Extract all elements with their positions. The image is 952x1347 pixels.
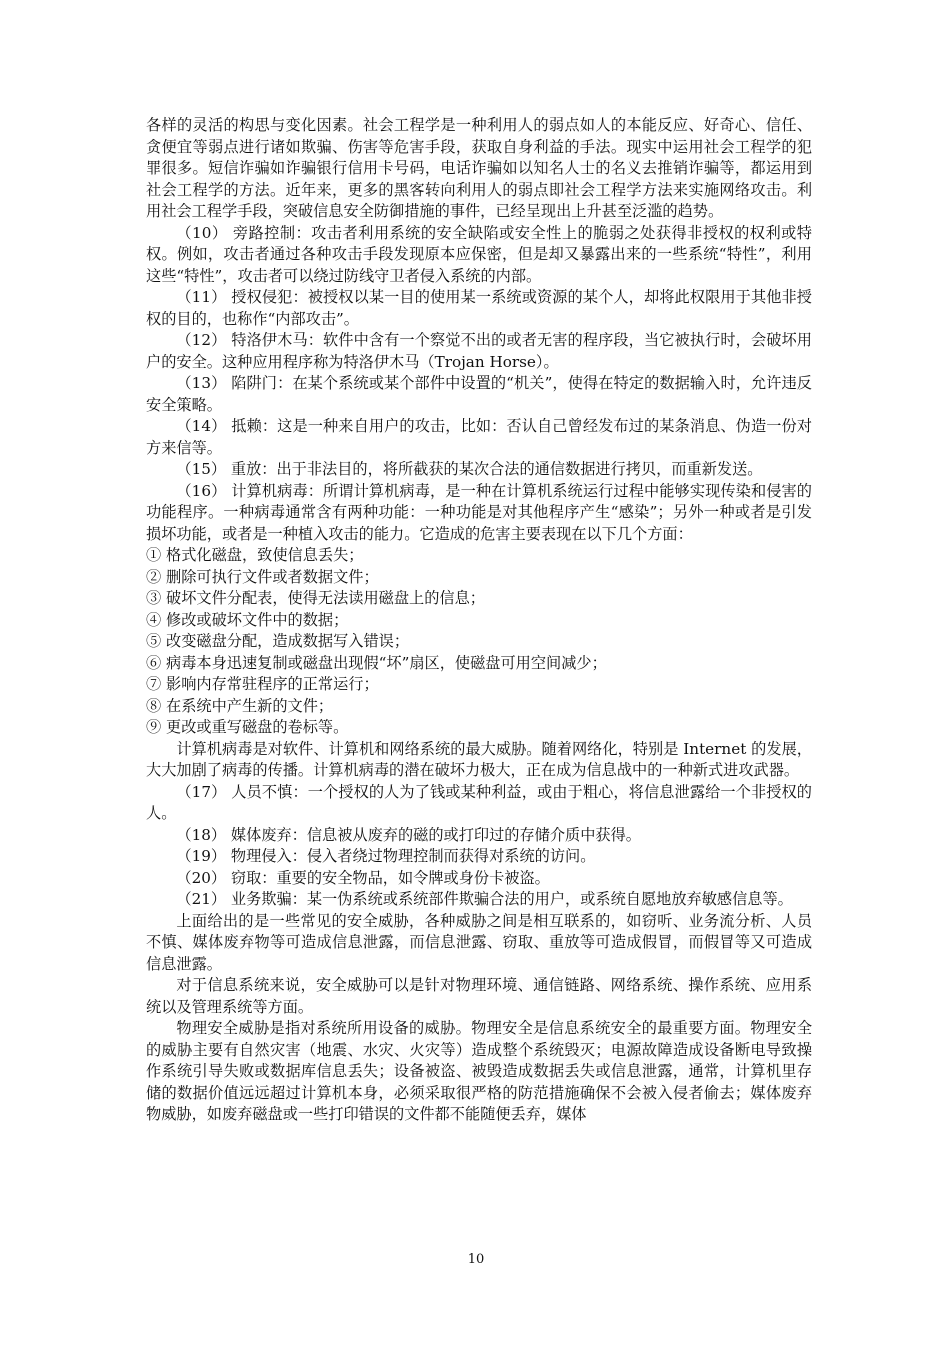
paragraph: （12） 特洛伊木马：软件中含有一个察觉不出的或者无害的程序段，当它被执行时，会破坏用户的安全。这种应用程序称为特洛伊木马（Trojan Horse）。 bbox=[146, 331, 812, 371]
list-item: ② 删除可执行文件或者数据文件； bbox=[146, 567, 379, 586]
list-item: ⑦ 影响内存常驻程序的正常运行； bbox=[146, 675, 379, 693]
page-body bbox=[146, 115, 812, 1126]
paragraph: 各样的灵活的构思与变化因素。社会工程学是一种利用人的弱点如人的本能反应、好奇心、信任、贪便宜等弱点进行诸如欺骗、伤害等危害手段，获取自身利益的手法。现实中运用社会工程学的犯罪很多。短信诈骗如诈骗银行信用卡号码，电话诈骗如以知名人士的名义去推销诈骗等，都运用到社会工程学的方法。近年来，更多的黑客转向利用人的弱点即社会工程学方法来实施网络攻击。利用社会工程学手段，突破信息安全防御措施的事件，已经呈现出上升甚至泛滥的趋势。 bbox=[146, 116, 812, 220]
paragraph: （10） 旁路控制：攻击者利用系统的安全缺陷或安全性上的脆弱之处获得非授权的权利或特权。例如，攻击者通过各种攻击手段发现原本应保密，但是却又暴露出来的一些系统“特性”，利用这些“特性”，攻击者可以绕过防线守卫者侵入系统的内部。 bbox=[146, 223, 812, 285]
page-number: 10 bbox=[467, 1252, 485, 1267]
paragraph: （11） 授权侵犯：被授权以某一目的使用某一系统或资源的某个人，却将此权限用于其他非授权的目的，也称作“内部攻击”。 bbox=[146, 288, 812, 328]
list-item: ⑤ 改变磁盘分配，造成数据写入错误； bbox=[146, 632, 410, 650]
paragraph: （18） 媒体废弃：信息被从废弃的磁的或打印过的存储介质中获得。 bbox=[176, 825, 641, 844]
list-item: ⑨ 更改或重写磁盘的卷标等。 bbox=[146, 718, 349, 736]
list-item: ⑧ 在系统中产生新的文件； bbox=[146, 696, 334, 715]
paragraph: （14） 抵赖：这是一种来自用户的攻击，比如：否认自己曾经发布过的某条消息、伪造一份对方来信等。 bbox=[146, 417, 812, 457]
paragraph: （20） 窃取：重要的安全物品，如令牌或身份卡被盗。 bbox=[176, 868, 550, 887]
paragraph: （13） 陷阱门：在某个系统或某个部件中设置的“机关”，使得在特定的数据输入时，允许违反安全策略。 bbox=[146, 374, 812, 414]
paragraph: （21） 业务欺骗：某一伪系统或系统部件欺骗合法的用户，或系统自愿地放弃敏感信息等。 bbox=[176, 890, 793, 908]
list-item: ⑥ 病毒本身迅速复制或磁盘出现假“坏”扇区，使磁盘可用空间减少； bbox=[146, 653, 607, 672]
list-item: ④ 修改或破坏文件中的数据； bbox=[146, 610, 349, 629]
paragraph: 对于信息系统来说，安全威胁可以是针对物理环境、通信链路、网络系统、操作系统、应用系统以及管理系统等方面。 bbox=[146, 976, 812, 1016]
list-item: ① 格式化磁盘，致使信息丢失； bbox=[146, 546, 364, 564]
list-item: ③ 破坏文件分配表，使得无法读用磁盘上的信息； bbox=[146, 589, 485, 607]
paragraph: （16） 计算机病毒：所谓计算机病毒，是一种在计算机系统运行过程中能够实现传染和侵害的功能程序。一种病毒通常含有两种功能：一种功能是对其他程序产生“感染”；另外一种或者是引发损坏功能，或者是一种植入攻击的能力。它造成的危害主要表现在以下几个方面： bbox=[146, 481, 812, 543]
paragraph: （15） 重放：出于非法目的，将所截获的某次合法的通信数据进行拷贝，而重新发送。 bbox=[176, 460, 763, 478]
paragraph: 计算机病毒是对软件、计算机和网络系统的最大威胁。随着网络化，特别是 Internet 的发展，大大加剧了病毒的传播。计算机病毒的潜在破坏力极大，正在成为信息战中的一种新式进攻武器。 bbox=[146, 739, 812, 779]
paragraph: （17） 人员不慎：一个授权的人为了钱或某种利益，或由于粗心，将信息泄露给一个非授权的人。 bbox=[146, 782, 812, 822]
paragraph: （19） 物理侵入：侵入者绕过物理控制而获得对系统的访问。 bbox=[176, 847, 596, 865]
paragraph: 上面给出的是一些常见的安全威胁，各种威胁之间是相互联系的，如窃听、业务流分析、人员不慎、媒体废弃物等可造成信息泄露，而信息泄露、窃取、重放等可造成假冒，而假冒等又可造成信息泄露。 bbox=[146, 911, 812, 973]
paragraph: 物理安全威胁是指对系统所用设备的威胁。物理安全是信息系统安全的最重要方面。物理安全的威胁主要有自然灾害（地震、水灾、火灾等）造成整个系统毁灭；电源故障造成设备断电导致操作系统引导失败或数据库信息丢失；设备被盗、被毁造成数据丢失或信息泄露，通常，计算机里存储的数据价值远远超过计算机本身，必须采取很严格的防范措施确保不会被入侵者偷去；媒体废弃物威胁，如废弃磁盘或一些打印错误的文件都不能随便丢弃，媒体 bbox=[146, 1019, 812, 1123]
